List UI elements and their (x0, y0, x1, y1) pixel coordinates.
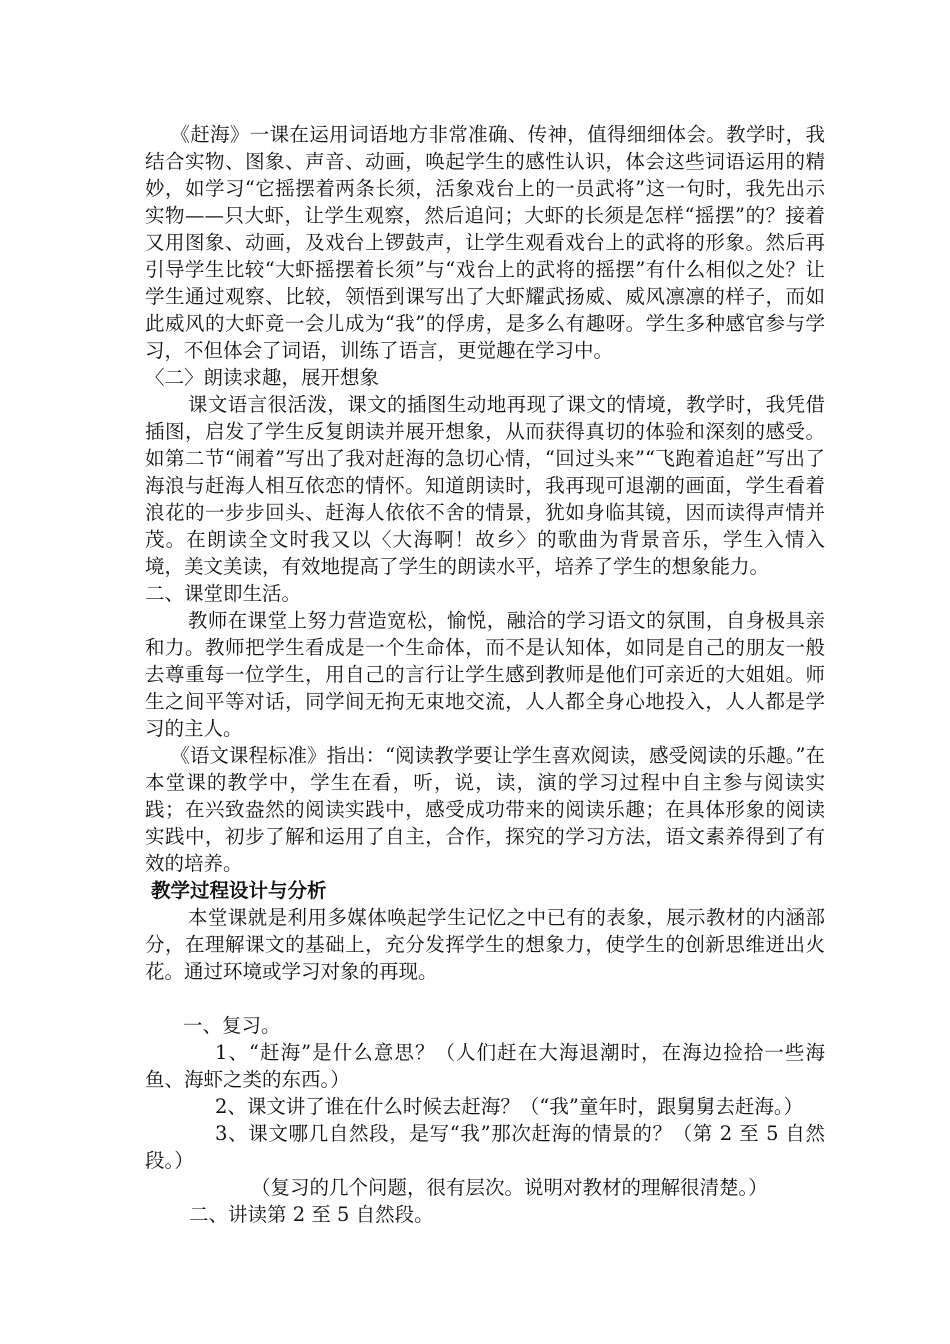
review-note: （复习的几个问题，很有层次。说明对教材的理解很清楚。） (251, 1176, 768, 1199)
document-page (145, 121, 825, 1228)
blank-line (145, 985, 825, 1012)
review-question-1: 1、“赶海”是什么意思？（人们赶在大海退潮时，在海边捡拾一些海鱼、海虾之类的东西。） (145, 1041, 825, 1091)
reading-paragraph: 课文语言很活泼，课文的插图生动地再现了课文的情境，教学时，我凭借插图，启发了学生反复朗读并展开想象，从而获得真切的体验和深刻的感受。如第二节“闹着”写出了我对赶海的急切心情，“回过头来”“飞跑着追赶”写出了海浪与赶海人相互依恋的情怀。知道朗读时，我再现可退潮的画面，学生看着浪花的一步步回头、赶海人依依不舍的情景，犹如身临其镜，因而读得声情并茂。在朗读全文时我又以〈大海啊！故乡〉的歌曲为背景音乐，学生入情入境，美文美读，有效地提高了学生的朗读水平，培养了学生的想象能力。 (145, 393, 825, 578)
section-heading-classroom: 二、课堂即生活。 (145, 582, 302, 605)
design-heading: 教学过程设计与分析 (151, 879, 327, 902)
design-paragraph: 本堂课就是利用多媒体唤起学生记忆之中已有的表象，展示教材的内涵部分，在理解课文的基础上，充分发挥学生的想象力，使学生的创新思维迸出火花。通过环境或学习对象的再现。 (145, 906, 825, 983)
intro-paragraph: 《赶海》一课在运用词语地方非常准确、传神，值得细细体会。教学时，我结合实物、图象、声音、动画，唤起学生的感性认识，体会这些词语运用的精妙，如学习“它摇摆着两条长须，活象戏台上的一员武将”这一句时，我先出示实物——只大虾，让学生观察，然后追问；大虾的长须是怎样“摇摆”的？接着又用图象、动画，及戏台上锣鼓声，让学生观看戏台上的武将的形象。然后再引导学生比较“大虾摇摆着长须”与“戏台上的武将的摇摆”有什么相似之处？让学生通过观察、比较，领悟到课写出了大虾耀武扬威、威风凛凛的样子，而如此威风的大虾竟一会儿成为“我”的俘虏，是多么有趣呀。学生多种感官参与学习，不但体会了词语，训练了语言，更觉趣在学习中。 (145, 123, 825, 362)
review-question-2: 2、课文讲了谁在什么时候去赶海？（“我”童年时，跟舅舅去赶海。） (215, 1095, 804, 1118)
standard-paragraph: 《语文课程标准》指出：“阅读教学要让学生喜欢阅读，感受阅读的乐趣。”在本堂课的教学中，学生在看，听，说，读，演的学习过程中自主参与阅读实践；在兴致盎然的阅读实践中，感受成功带来的阅读乐趣；在具体形象的阅读实践中，初步了解和运用了自主，合作，探究的学习方法，语文素养得到了有效的培养。 (145, 744, 825, 875)
next-section-heading: 二、讲读第 2 至 5 自然段。 (189, 1203, 434, 1226)
section-heading-reading: 〈二〉朗读求趣，展开想象 (145, 366, 380, 389)
review-heading: 一、复习。 (183, 1014, 281, 1037)
classroom-paragraph: 教师在课堂上努力营造宽松，愉悦，融洽的学习语文的氛围，自身极具亲和力。教师把学生看成是一个生命体，而不是认知体，如同是自己的朋友一般去尊重每一位学生，用自己的言行让学生感到教师是他们可亲近的大姐姐。师生之间平等对话，同学间无拘无束地交流，人人都全身心地投入，人人都是学习的主人。 (145, 609, 825, 740)
review-question-3: 3、课文哪几自然段，是写“我”那次赶海的情景的？（第 2 至 5 自然段。） (145, 1122, 825, 1172)
